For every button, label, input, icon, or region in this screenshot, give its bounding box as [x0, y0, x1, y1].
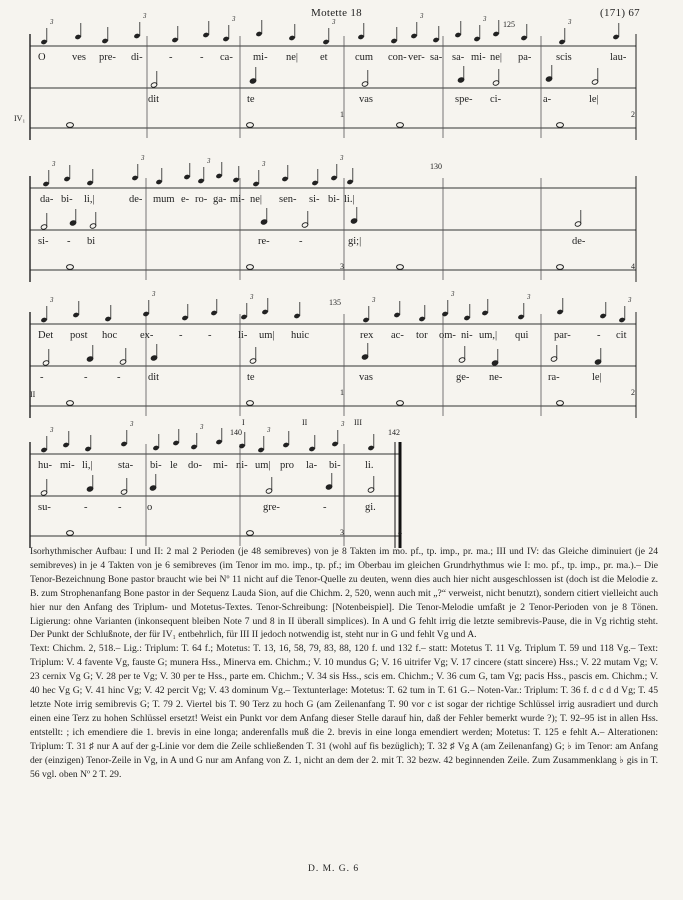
tenor-note [67, 265, 74, 270]
lyric-syllable-motetus: su- [38, 502, 51, 513]
lyric-syllable-triplum: sta- [118, 460, 134, 471]
music-system [0, 418, 683, 542]
lyric-syllable-triplum: ne| [490, 52, 503, 63]
tenor-note [397, 401, 404, 406]
lyric-syllable-triplum: mi- [253, 52, 268, 63]
lyric-syllable-triplum: sa- [452, 52, 465, 63]
measure-mark: III [354, 418, 362, 427]
lyric-syllable-motetus: gre- [263, 502, 280, 513]
lyric-syllable-triplum: ga- [213, 194, 227, 205]
lyric-syllable-triplum: li. [365, 460, 374, 471]
footer-signature: D. M. G. 6 [308, 864, 360, 874]
triplet-mark: 3 [130, 420, 134, 428]
tenor-note [67, 531, 74, 536]
lyric-syllable-motetus: dit [148, 372, 160, 383]
lyric-syllable-motetus: gi. [365, 502, 376, 513]
lyric-syllable-motetus: - [299, 236, 303, 247]
tenor-note [247, 123, 254, 128]
lyric-syllable-motetus: - [67, 236, 71, 247]
measure-mark: II [30, 390, 36, 399]
triplet-mark: 3 [483, 15, 487, 23]
measure-mark: 130 [430, 162, 442, 171]
commentary-text-notes: Text: Chichm. 2, 518.– Lig.: Triplum: T. 64 f.; Motetus: T. 13, 16, 58, 79, 83, 88, 120 f. und 132 f.– statt: Motetus T. 11 Vg. Triplum T. 59 und 118 Vg.– Text: Triplum: V. 4 favente Vg, fauste G; munera Hss., Minerva em. Chichm.; V. 10 mundus G; V. 16 uitrifer Vg; V. 17 cincere (statt sincere) Hss.; V. 22 mutam Vg; V. 23 cernix Vg G; V. 28 per te Vg; V. 30 per te Hss., parte em. Chichm.; V. 34 sis Hss., scis em. Chichm.; V. 36 cum G, tam Vg; pacis Hss., pascis em. Chichm.; V. 40 hec Vg G; V. 41 hinc Vg; V. 42 percit Vg; V. 43 dominum Vg.– Textunterlage: Motetus: T. 62 tum in T. 61 G.– Noten-Var.: Triplum: T. 36 f. d c d d Vg; T. 45 letzte Note irrig semibrevis G; T. 79 2. Viertel bis T. 90 Terz zu hoch G (am Zeilenanfang T. 90 vor c ist sogar der richtige Schlüssel irrig ausradiert und durch einen eine Terz zu hohen Schlüssel ersetzt! Weist ein Punkt vor dem Anfang dieser Stelle darauf hin, daß der Fehler bemerkt wurde ?); T. 92–95 ist in allen Hss. entstellt: ; ich emendiere die 1. brevis in eine longa; anderenfalls muß die 2. brevis in eine longa emendiert werden; Motetus: T. 125 e fehlt A.– Alterationen: Triplum: T. 31 ♯ nur A auf der g-Linie vor dem die Zeile schließenden T. 31 (wohl auf fis bezüglich); T. 32 ♯ Vg A (am Zeilenanfang) G; ♭ im Tenor: am Anfang der (einzigen) Tenor-Zeile in Vg, in A und G nur am Anfang von Z. 1, nicht an dem der 2. mit T. 32 bezw. 42 beginnenden Zeile. Zum Zusammenklang ♭ gis in T. 56 vgl. oben Nº 2 T. 29. [30, 643, 658, 780]
lyric-syllable-motetus: ra- [548, 372, 560, 383]
lyric-syllable-triplum: de- [129, 194, 143, 205]
lyric-syllable-triplum: mum [153, 194, 175, 205]
triplet-mark: 3 [232, 15, 236, 23]
triplet-mark: 3 [451, 290, 455, 298]
lyric-syllable-triplum: sa- [430, 52, 443, 63]
triplet-mark: 3 [250, 293, 254, 301]
lyric-syllable-triplum: - [179, 330, 183, 341]
lyric-syllable-triplum: mi- [213, 460, 228, 471]
lyric-syllable-triplum: mi- [60, 460, 75, 471]
measure-mark: 1 [340, 388, 344, 397]
staff-lines [0, 290, 683, 418]
lyric-syllable-triplum: mi- [471, 52, 486, 63]
triplet-mark: 3 [628, 296, 632, 304]
lyric-syllable-triplum: con- [388, 52, 407, 63]
music-system [0, 154, 683, 288]
triplet-mark: 3 [143, 12, 147, 20]
lyric-syllable-triplum: qui [515, 330, 529, 341]
lyric-syllable-motetus: de- [572, 236, 586, 247]
lyric-syllable-triplum: O [38, 52, 46, 63]
measure-mark: 135 [329, 298, 341, 307]
lyric-syllable-triplum: sen- [279, 194, 297, 205]
tenor-note [247, 401, 254, 406]
running-title: Motette 18 [311, 7, 362, 19]
lyric-syllable-motetus: - [40, 372, 44, 383]
triplet-mark: 3 [207, 157, 211, 165]
lyric-syllable-triplum: um| [259, 330, 275, 341]
triplet-mark: 3 [50, 18, 54, 26]
triplet-mark: 3 [420, 12, 424, 20]
measure-mark: I [242, 418, 245, 427]
triplet-mark: 3 [568, 18, 572, 26]
lyric-syllable-motetus: gi;| [348, 236, 362, 247]
lyric-syllable-triplum: et [320, 52, 328, 63]
lyric-syllable-triplum: hoc [102, 330, 118, 341]
lyric-syllable-motetus: bi [87, 236, 96, 247]
lyric-syllable-motetus: - [323, 502, 327, 513]
triplet-mark: 3 [332, 18, 336, 26]
triplet-mark: 3 [262, 160, 266, 168]
tenor-note [557, 123, 564, 128]
lyric-syllable-triplum: ver- [408, 52, 425, 63]
commentary [30, 545, 658, 781]
lyric-syllable-motetus: - [84, 372, 88, 383]
triplet-mark: 3 [267, 426, 271, 434]
triplet-mark: 3 [50, 296, 54, 304]
lyric-syllable-triplum: ni- [461, 330, 473, 341]
commentary-structure: Isorhythmischer Aufbau: I und II: 2 mal 2 Perioden (je 48 semibreves) von je 8 Takten im mo. pf., tp. imp., pr. ma.; III und IV: das Gleiche diminuiert (je 24 semibreves) in je 4 Takten von je 6 semibreves (im Tenor im mo. imp., tp. pf.; im Oberbau im gleichen Grundrhythmus wie I: mo. pf., tp. imp., pr. ma.).– Die Tenor-Bezeichnung Bone pastor braucht wie bei Nº 11 nicht auf die Tenor-Quelle zu deuten, wenn dies auch hier nicht ausgeschlossen ist (doch ist die Melodie z. B. zum Strophenanfang Bone pastor in der Sequenz Lauda Sion, auf die Chichm. 2, 520, wenn auch mit „?“ verweist, nicht benutzt), sondern citiert vielleicht auch hier nur den Anfang des Triplum- und Motetus-Textes. Tenor-Schreibung: [Notenbeispiel]. Die Tenor-Melodie umfaßt je 2 Tenor-Perioden von je 8 Tönen. Ligierung: ohne Varianten (inkonsequent bleiben Note 7 und 8 in II überall simplices). In A und G fehlt irrig die letzte semibrevis-Pause, die in Vg richtig steht. Der Punkt der Schlußnote, der für IV₁ entbehrlich, für III II jedoch notwendig ist, steht nur in G und fehlt Vg und A. [30, 546, 658, 641]
lyric-syllable-triplum: ca- [220, 52, 233, 63]
lyric-syllable-triplum: li.| [344, 194, 355, 205]
measure-mark: 2 [631, 110, 635, 119]
lyric-syllable-motetus: ne- [489, 372, 503, 383]
lyric-syllable-triplum: pro [280, 460, 294, 471]
lyric-syllable-motetus: re- [258, 236, 270, 247]
triplet-mark: 3 [141, 154, 145, 162]
triplet-mark: 3 [341, 420, 345, 428]
measure-mark: 3 [340, 262, 344, 271]
triplet-mark: 3 [152, 290, 156, 298]
measure-mark: 142 [388, 428, 400, 437]
lyric-syllable-motetus: si- [38, 236, 49, 247]
lyric-syllable-triplum: li,| [84, 194, 95, 205]
lyric-syllable-motetus: dit [148, 94, 160, 105]
lyric-syllable-triplum: cum [355, 52, 374, 63]
lyric-syllable-triplum: om- [439, 330, 456, 341]
lyric-syllable-triplum: bi- [328, 194, 340, 205]
lyric-syllable-motetus: le| [589, 94, 599, 105]
lyric-syllable-triplum: ex- [140, 330, 154, 341]
lyric-syllable-motetus: te [247, 372, 255, 383]
triplet-mark: 3 [372, 296, 376, 304]
tenor-note [67, 123, 74, 128]
lyric-syllable-triplum: Det [38, 330, 54, 341]
triplet-mark: 3 [200, 423, 204, 431]
triplet-mark: 3 [340, 154, 344, 162]
lyric-syllable-triplum: ves [72, 52, 86, 63]
lyric-syllable-triplum: cit [616, 330, 627, 341]
measure-mark: 125 [503, 20, 515, 29]
lyric-syllable-motetus: - [84, 502, 88, 513]
lyric-syllable-triplum: la- [306, 460, 318, 471]
triplet-mark: 3 [50, 426, 54, 434]
lyric-syllable-triplum: bi- [61, 194, 73, 205]
tenor-note [557, 265, 564, 270]
lyric-syllable-triplum: bi- [329, 460, 341, 471]
lyric-syllable-triplum: post [70, 330, 88, 341]
lyric-syllable-triplum: um| [255, 460, 271, 471]
measure-mark: 4 [398, 528, 402, 537]
lyric-syllable-triplum: scis [556, 52, 572, 63]
lyric-syllable-motetus: - [117, 372, 121, 383]
lyric-syllable-motetus: ge- [456, 372, 470, 383]
music-system [0, 290, 683, 418]
lyric-syllable-triplum: ni- [236, 460, 248, 471]
lyric-syllable-motetus: vas [359, 94, 373, 105]
lyric-syllable-triplum: di- [131, 52, 143, 63]
lyric-syllable-triplum: tor [416, 330, 428, 341]
lyric-syllable-triplum: huic [291, 330, 310, 341]
lyric-syllable-triplum: um,| [479, 330, 498, 341]
lyric-syllable-triplum: pa- [518, 52, 532, 63]
lyric-syllable-triplum: par- [554, 330, 571, 341]
measure-mark: 140 [230, 428, 242, 437]
lyric-syllable-triplum: - [208, 330, 212, 341]
lyric-syllable-triplum: - [597, 330, 601, 341]
lyric-syllable-triplum: li- [238, 330, 248, 341]
lyric-syllable-motetus: ci- [490, 94, 502, 105]
page-number: (171) 67 [600, 7, 640, 19]
lyric-syllable-triplum: lau- [610, 52, 627, 63]
measure-mark: 3 [340, 528, 344, 537]
lyric-syllable-triplum: bi- [150, 460, 162, 471]
lyric-syllable-triplum: ro- [195, 194, 208, 205]
measure-mark: 4 [631, 262, 635, 271]
measure-mark: II [302, 418, 308, 427]
lyric-syllable-motetus: spe- [455, 94, 473, 105]
measure-mark: 1 [340, 110, 344, 119]
tenor-note [397, 123, 404, 128]
lyric-syllable-motetus: le| [592, 372, 602, 383]
lyric-syllable-motetus: - [118, 502, 122, 513]
lyric-syllable-triplum: do- [188, 460, 202, 471]
tenor-note [247, 265, 254, 270]
tenor-note [557, 401, 564, 406]
triplet-mark: 3 [52, 160, 56, 168]
measure-mark: IV₁ [14, 114, 26, 123]
lyric-syllable-triplum: mi- [230, 194, 245, 205]
lyric-syllable-motetus: vas [359, 372, 373, 383]
lyric-syllable-triplum: si- [309, 194, 320, 205]
lyric-syllable-triplum: li,| [82, 460, 93, 471]
lyric-syllable-motetus: a- [543, 94, 552, 105]
lyric-syllable-triplum: pre- [99, 52, 116, 63]
lyric-syllable-triplum: hu- [38, 460, 52, 471]
lyric-syllable-motetus: te [247, 94, 255, 105]
tenor-note [397, 265, 404, 270]
lyric-syllable-triplum: ac- [391, 330, 404, 341]
lyric-syllable-triplum: ne| [286, 52, 299, 63]
lyric-syllable-triplum: e- [181, 194, 190, 205]
tenor-note [247, 531, 254, 536]
lyric-syllable-triplum: le [170, 460, 178, 471]
lyric-syllable-triplum: ne| [250, 194, 263, 205]
lyric-syllable-triplum: - [169, 52, 173, 63]
lyric-syllable-motetus: o [147, 502, 153, 513]
measure-mark: 2 [631, 388, 635, 397]
triplet-mark: 3 [527, 293, 531, 301]
tenor-note [67, 401, 74, 406]
lyric-syllable-triplum: - [200, 52, 204, 63]
lyric-syllable-triplum: da- [40, 194, 54, 205]
lyric-syllable-triplum: rex [360, 330, 374, 341]
